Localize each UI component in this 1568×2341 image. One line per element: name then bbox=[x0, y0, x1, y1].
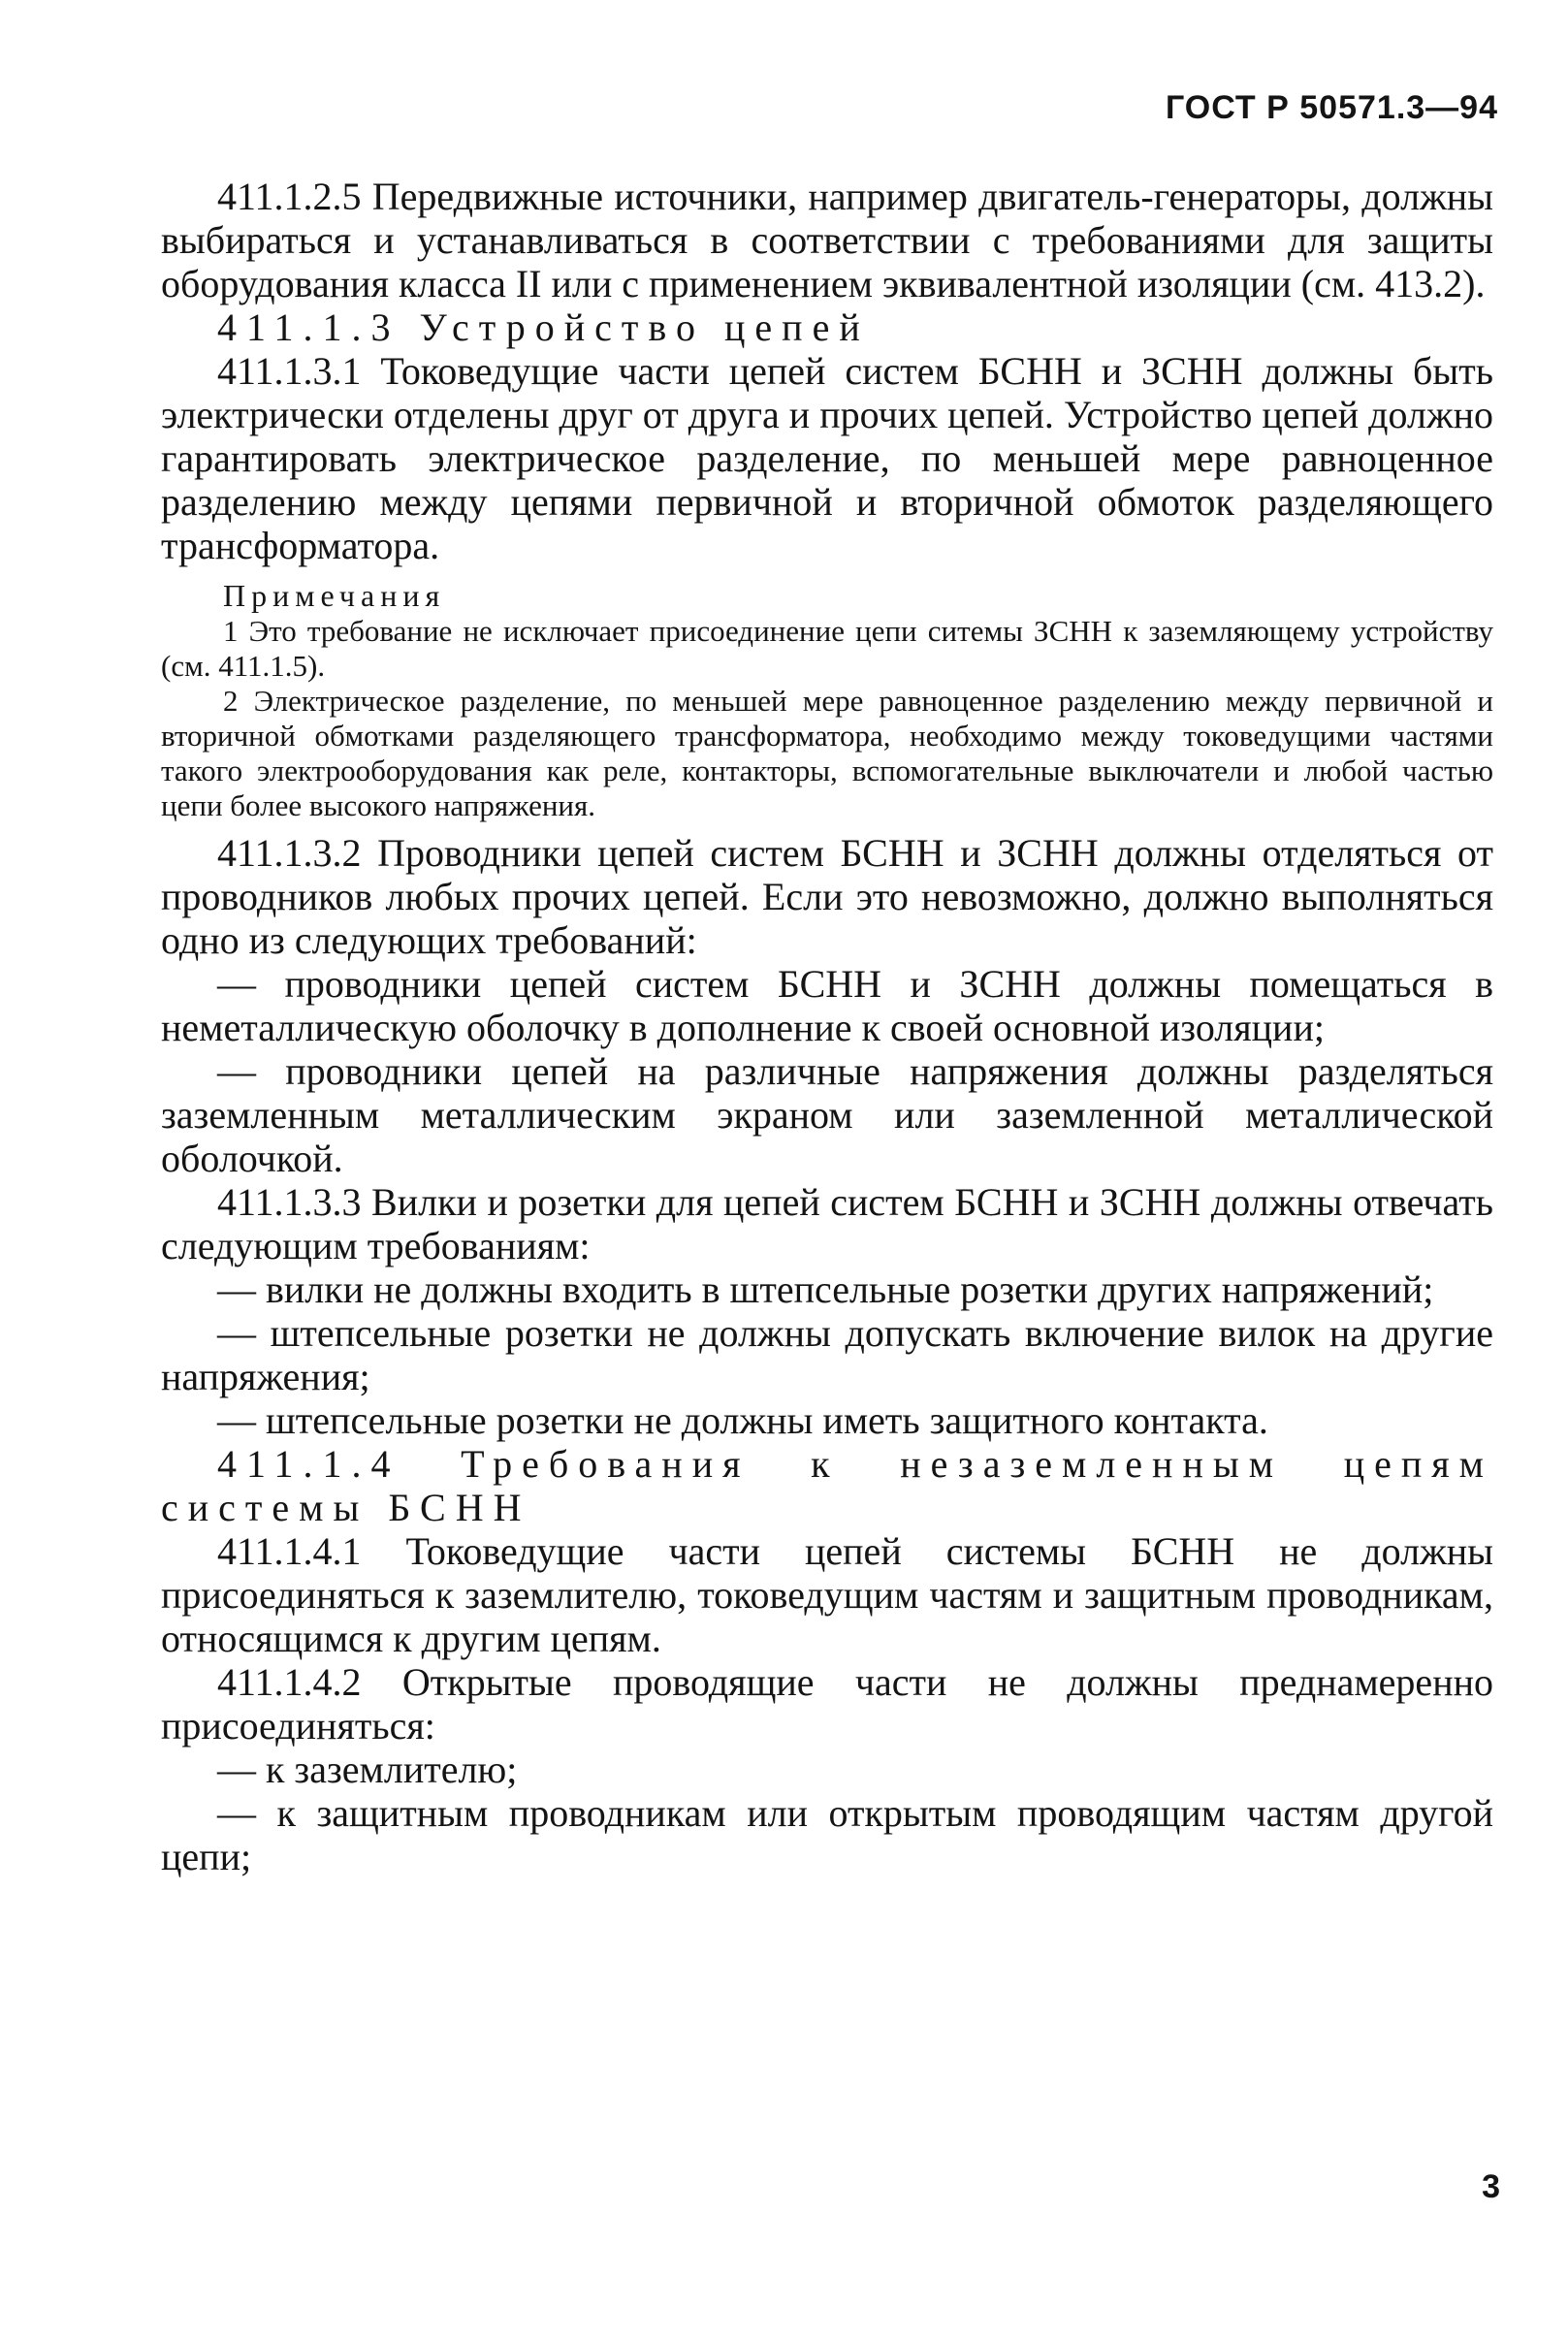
paragraph-411-1-2-5: 411.1.2.5 Передвижные источники, например двигатель-генераторы, должны выбираться и устанавливаться в соответствии с требованиями для защиты оборудования класса II или с применением эквивалентной изоляции (см. 413.2). bbox=[161, 175, 1493, 305]
list-item-earth-electrode: — к заземлителю; bbox=[217, 1748, 518, 1791]
note-2: 2 Электрическое разделение, по меньшей мере равноценное разделению между первичной и вторичной обмотками разделяющего трансформатора, необходимо между токоведущими частями такого электрооборудования как реле, контакторы, вспомогательные выключатели и любой частью цепи более высокого напряжения. bbox=[161, 684, 1493, 822]
document-header: ГОСТ Р 50571.3—94 bbox=[1165, 89, 1498, 126]
list-item-grounded-screen: — проводники цепей на различные напряжения должны разделяться заземленным металлическим экраном или заземленной металлической оболочкой. bbox=[161, 1049, 1493, 1180]
list-item-sockets-voltage: — штепсельные розетки не должны допускать включение вилок на другие напряжения; bbox=[161, 1311, 1493, 1398]
heading-411-1-4: 411.1.4 Требования к незаземленным цепям системы БСНН bbox=[161, 1442, 1493, 1529]
list-item-nonmetal-sheath: — проводники цепей систем БСНН и ЗСНН должны помещаться в неметаллическую оболочку в дополнение к своей основной изоляции; bbox=[161, 962, 1493, 1049]
heading-411-1-3: 411.1.3 Устройство цепей bbox=[217, 305, 870, 349]
paragraph-411-1-3-1: 411.1.3.1 Токоведущие части цепей систем БСНН и ЗСНН должны быть электрически отделены друг от друга и прочих цепей. Устройство цепей должно гарантировать электрическое разделение, по меньшей мере равноценное разделению между цепями первичной и вторичной обмоток разделяющего трансформатора. bbox=[161, 349, 1493, 567]
list-item-plugs: — вилки не должны входить в штепсельные розетки других напряжений; bbox=[217, 1267, 1434, 1311]
notes-title: Примечания bbox=[223, 578, 446, 613]
paragraph-411-1-4-1: 411.1.4.1 Токоведущие части цепей системы БСНН не должны присоединяться к заземлителю, токоведущим частям и защитным проводникам, относящимся к другим цепям. bbox=[161, 1529, 1493, 1660]
page-number: 3 bbox=[1482, 2168, 1500, 2205]
paragraph-411-1-3-3: 411.1.3.3 Вилки и розетки для цепей систем БСНН и ЗСНН должны отвечать следующим требованиям: bbox=[161, 1180, 1493, 1267]
list-item-protective-conductors: — к защитным проводникам или открытым проводящим частям другой цепи; bbox=[161, 1791, 1493, 1878]
paragraph-411-1-4-2: 411.1.4.2 Открытые проводящие части не должны преднамеренно присоединяться: bbox=[161, 1660, 1493, 1748]
paragraph-411-1-3-2: 411.1.3.2 Проводники цепей систем БСНН и ЗСНН должны отделяться от проводников любых прочих цепей. Если это невозможно, должно выполняться одно из следующих требований: bbox=[161, 831, 1493, 962]
list-item-sockets-contact: — штепсельные розетки не должны иметь защитного контакта. bbox=[217, 1398, 1268, 1442]
page-body bbox=[161, 175, 1493, 1878]
note-1: 1 Это требование не исключает присоединение цепи ситемы ЗСНН к заземляющему устройству (см. 411.1.5). bbox=[161, 614, 1493, 683]
